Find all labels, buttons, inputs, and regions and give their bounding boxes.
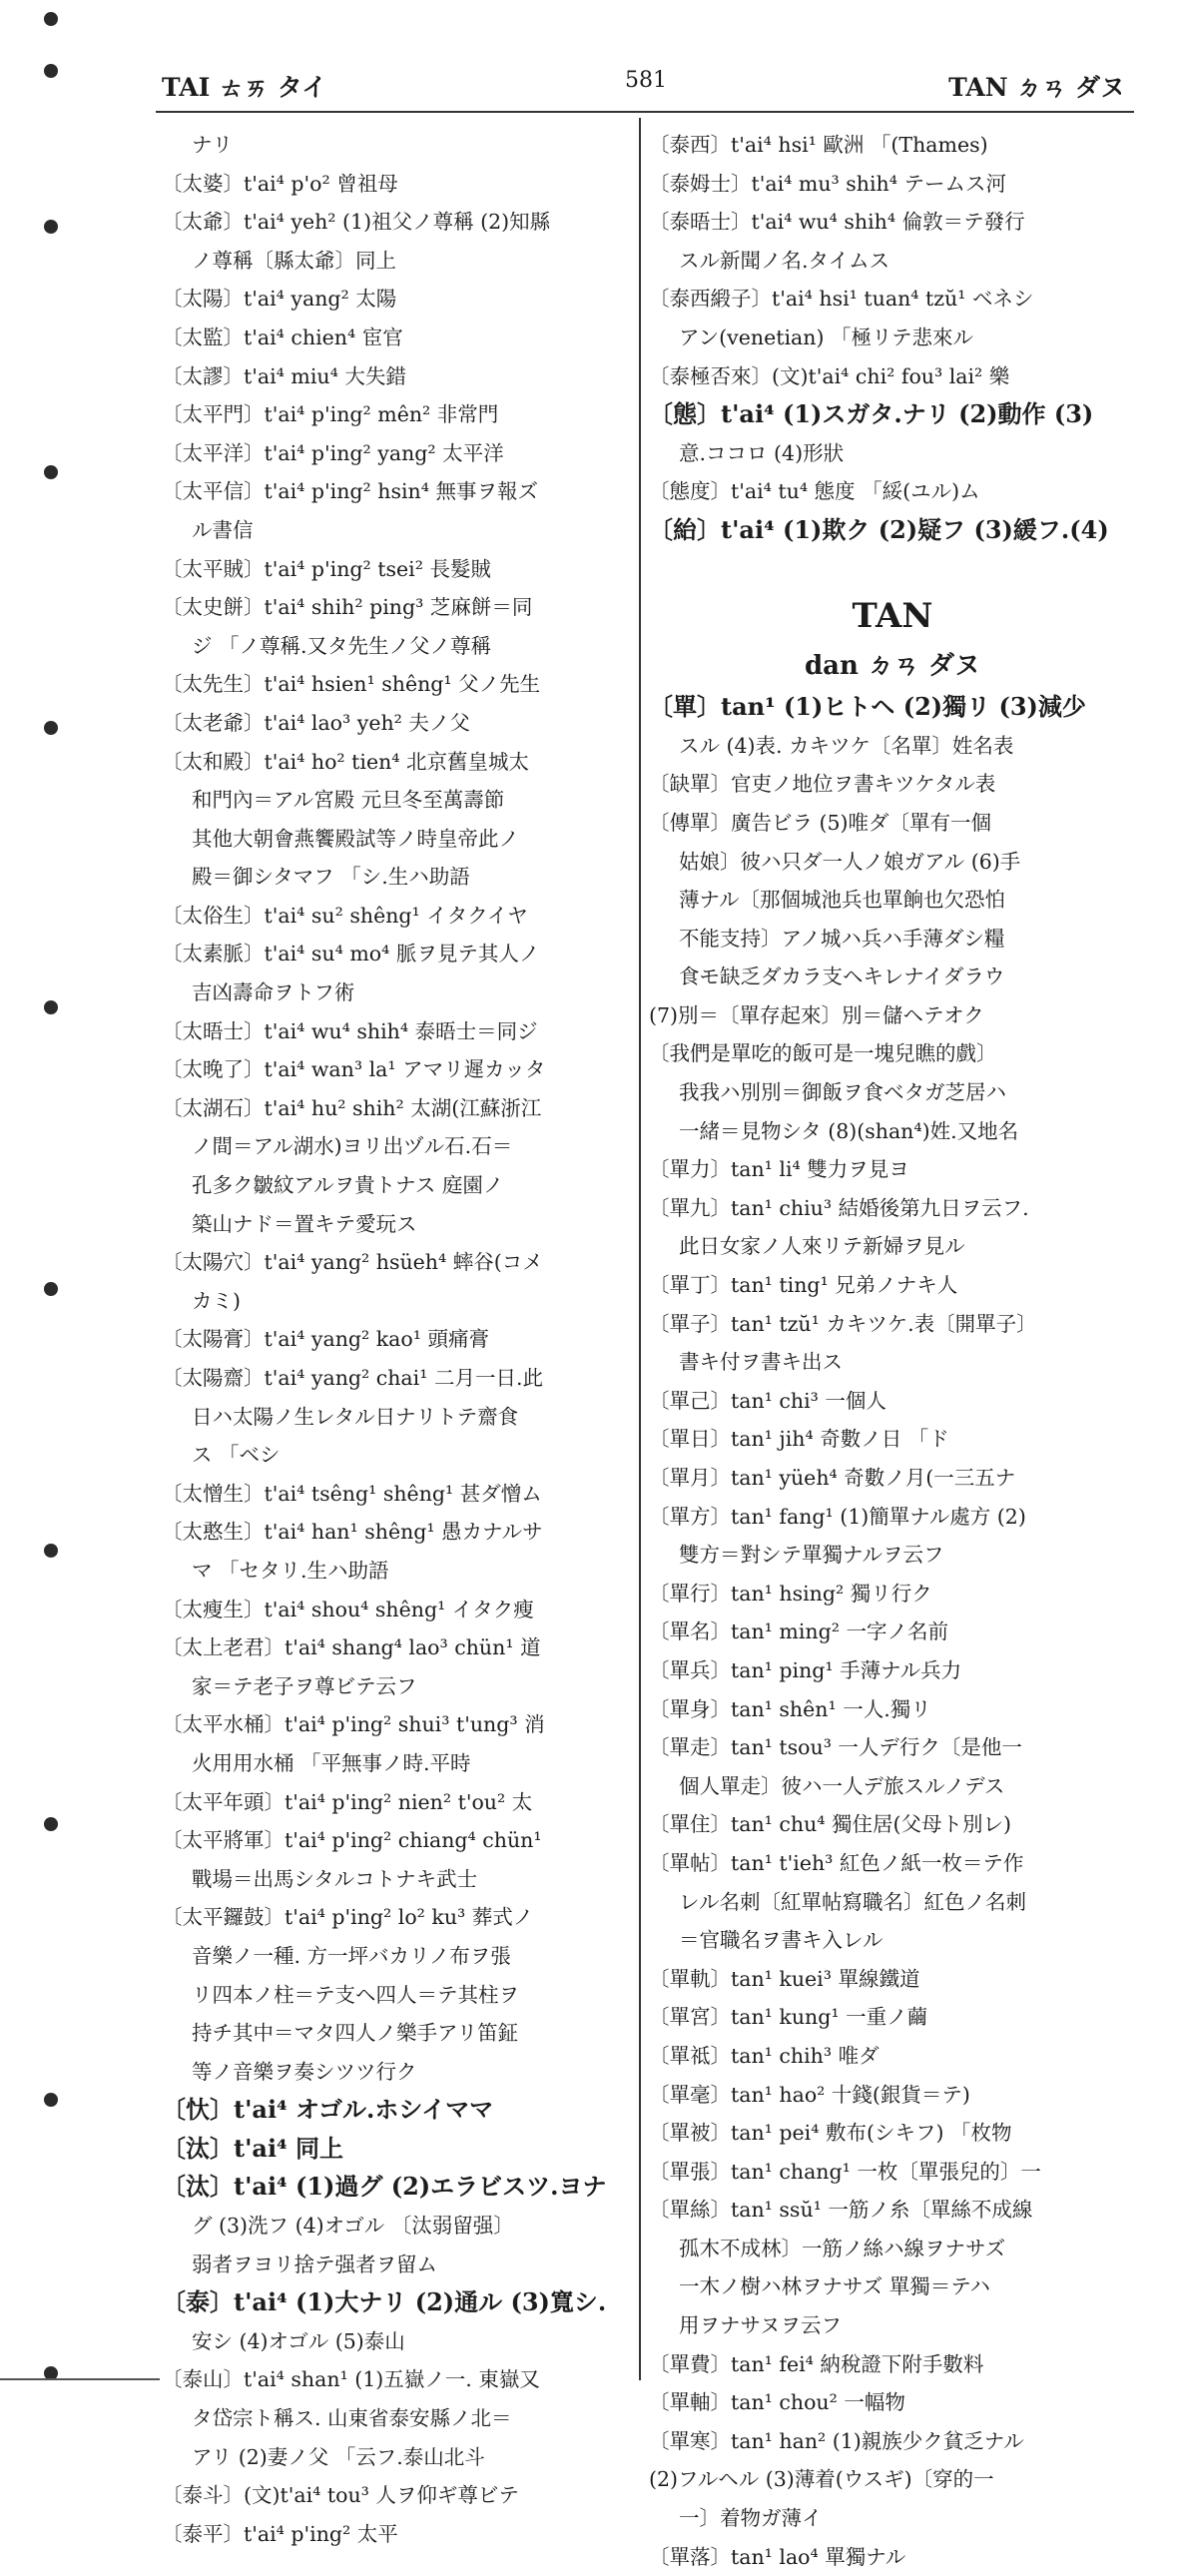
binding-hole-dot: [44, 465, 58, 479]
entry-line: 〔太先生〕t'ai⁴ hsien¹ shêng¹ 父ノ先生: [162, 672, 541, 697]
entry-line: 〔泰〕t'ai⁴ (1)大ナリ (2)通ル (3)寬シ.: [162, 2287, 607, 2317]
entry-line: 〔單毫〕tan¹ hao² 十錢(銀貨＝テ): [649, 2082, 970, 2107]
entry-line: 〔忕〕t'ai⁴ オゴル.ホシイママ: [162, 2095, 494, 2125]
entry-line: 〔單絲〕tan¹ ssŭ¹ 一筋ノ糸〔單絲不成線: [649, 2198, 1033, 2223]
entry-line: 火用用水桶 「平無事ノ時.平時: [192, 1750, 471, 1775]
entry-line: 〔單力〕tan¹ li⁴ 雙力ヲ見ヨ: [649, 1157, 909, 1182]
entry-line: dan ㄉㄢ ダヌ: [804, 651, 981, 682]
entry-line: 〔太史餅〕t'ai⁴ shih² ping³ 芝麻餅＝同: [162, 595, 533, 620]
entry-line: アン(venetian) 「極リテ悲來ル: [679, 324, 974, 349]
entry-line: (2)フルヘル (3)薄着(ウスギ)〔穿的一: [649, 2467, 994, 2492]
binding-hole-dot: [44, 721, 58, 735]
entry-line: スル新聞ノ名.タイムス: [679, 248, 890, 273]
entry-line: 〔單〕tan¹ (1)ヒトヘ (2)獨リ (3)減少: [649, 692, 1086, 722]
entry-line: 〔態度〕t'ai⁴ tu⁴ 態度 「綏(ユル)ム: [649, 479, 980, 504]
entry-line: 等ノ音樂ヲ奏シツツ行ク: [192, 2059, 417, 2084]
entry-line: 〔太晚了〕t'ai⁴ wan³ la¹ アマリ遲カッタ: [162, 1057, 546, 1082]
entry-line: マ 「セタリ.生ハ助語: [192, 1558, 389, 1583]
entry-line: (7)別＝〔單存起來〕別＝儲ヘテオク: [649, 1002, 984, 1027]
entry-line: 〔單子〕tan¹ tzŭ¹ カキツケ.表〔開單子〕: [649, 1311, 1037, 1336]
entry-line: 〔太陽齋〕t'ai⁴ yang² chai¹ 二月一日.此: [162, 1366, 543, 1390]
entry-line: 〔太陽穴〕t'ai⁴ yang² hsüeh⁴ 蟀谷(コメ: [162, 1250, 543, 1275]
entry-line: 吉凶壽命ヲトフ術: [192, 980, 355, 1005]
entry-line: 〔單宮〕tan¹ kung¹ 一重ノ繭: [649, 2005, 928, 2030]
entry-line: 〔單走〕tan¹ tsou³ 一人デ行ク〔是他一: [649, 1735, 1022, 1760]
entry-line: 一緒＝見物シタ (8)(shan⁴)姓.又地名: [679, 1118, 1019, 1143]
entry-line: 家＝テ老子ヲ尊ビテ云フ: [192, 1673, 417, 1698]
entry-line: 個人單走〕彼ハ一人デ旅スルノデス: [679, 1773, 1005, 1798]
entry-line: 〔太晤士〕t'ai⁴ wu⁴ shih⁴ 泰晤士＝同ジ: [162, 1018, 538, 1043]
entry-line: 〔太爺〕t'ai⁴ yeh² (1)祖父ノ尊稱 (2)知縣: [162, 210, 551, 235]
entry-line: 〔缺單〕官吏ノ地位ヲ書キツケタル表: [649, 772, 996, 797]
entry-line: 〔單九〕tan¹ chiu³ 結婚後第九日ヲ云フ.: [649, 1195, 1029, 1220]
entry-line: 姑娘〕彼ハ只ダ一人ノ娘ガアル (6)手: [679, 849, 1021, 874]
page-number: 581: [625, 68, 667, 93]
entry-line: 〔單寒〕tan¹ han² (1)親族少ク貧乏ナル: [649, 2428, 1024, 2453]
entry-line: 〔太素脈〕t'ai⁴ su⁴ mo⁴ 脈ヲ見テ其人ノ: [162, 942, 540, 966]
entry-line: 〔單己〕tan¹ chi³ 一個人: [649, 1388, 886, 1413]
entry-line: 和門內＝アル宮殿 元旦冬至萬壽節: [192, 788, 505, 813]
entry-line: ナリ: [192, 133, 233, 157]
entry-line: 〔太憨生〕t'ai⁴ han¹ shêng¹ 愚カナルサ: [162, 1520, 543, 1545]
entry-line: 〔泰晤士〕t'ai⁴ wu⁴ shih⁴ 倫敦＝テ發行: [649, 210, 1025, 235]
entry-line: 〔單祗〕tan¹ chih³ 唯ダ: [649, 2043, 880, 2068]
binding-hole-dot: [44, 1000, 58, 1014]
entry-line: ル書信: [192, 517, 254, 542]
binding-hole-dot: [44, 1282, 58, 1296]
binding-hole-dot: [44, 2093, 58, 2107]
entry-line: ＝官職名ヲ書キ入レル: [679, 1928, 884, 1953]
entry-line: 薄ナル〔那個城池兵也單餉也欠恐怕: [679, 888, 1005, 913]
entry-line: 〔泰姆士〕t'ai⁴ mu³ shih⁴ テームス河: [649, 171, 1006, 196]
entry-line: 日ハ太陽ノ生レタル日ナリトテ齋食: [192, 1404, 519, 1429]
entry-line: 〔單軸〕tan¹ chou² 一幅物: [649, 2390, 905, 2415]
entry-line: 一木ノ樹ハ林ヲナサズ 單獨＝テハ: [679, 2274, 990, 2299]
bottom-edge-mark: [0, 2378, 160, 2380]
entry-line: 〔汰〕t'ai⁴ (1)過グ (2)エラビスツ.ヨナ: [162, 2172, 607, 2202]
entry-line: 〔泰西緞子〕t'ai⁴ hsi¹ tuan⁴ tzŭ¹ ベネシ: [649, 287, 1034, 312]
entry-line: 〔紿〕t'ai⁴ (1)欺ク (2)疑フ (3)緩フ.(4): [649, 514, 1109, 544]
entry-line: 用ヲナサヌヲ云フ: [679, 2313, 842, 2338]
entry-line: 〔單名〕tan¹ ming² 一字ノ名前: [649, 1619, 948, 1644]
running-header-left: TAI ㄊㄞ タイ: [162, 73, 327, 102]
column-divider: [639, 118, 641, 2380]
entry-line: 〔單張〕tan¹ chang¹ 一枚〔單張兒的〕一: [649, 2159, 1041, 2184]
binding-hole-dot: [44, 12, 58, 26]
entry-line: 〔太憎生〕t'ai⁴ tsêng¹ shêng¹ 甚ダ憎ム: [162, 1481, 542, 1506]
entry-line: 〔太平將軍〕t'ai⁴ p'ing² chiang⁴ chün¹: [162, 1828, 542, 1853]
entry-line: 〔單帖〕tan¹ t'ieh³ 紅色ノ紙一枚＝テ作: [649, 1850, 1024, 1875]
entry-line: 〔單被〕tan¹ pei⁴ 敷布(シキフ) 「枚物: [649, 2121, 1012, 2146]
entry-line: TAN: [852, 596, 933, 637]
entry-line: ノ尊稱〔縣太爺〕同上: [192, 248, 396, 273]
entry-line: 書キ付ヲ書キ出ス: [679, 1350, 843, 1375]
entry-line: 一〕着物ガ薄イ: [679, 2506, 823, 2531]
entry-line: ス 「ベシ: [192, 1443, 281, 1468]
entry-line: 〔單日〕tan¹ jih⁴ 奇數ノ日 「ド: [649, 1427, 949, 1452]
entry-line: 〔單落〕tan¹ lao⁴ 單獨ナル: [649, 2544, 906, 2569]
entry-line: 〔泰平〕t'ai⁴ p'ing² 太平: [162, 2521, 398, 2546]
binding-hole-dot: [44, 1817, 58, 1831]
entry-line: 〔泰斗〕(文)t'ai⁴ tou³ 人ヲ仰ギ尊ビテ: [162, 2483, 519, 2508]
entry-line: 戰場＝出馬シタルコトナキ武士: [192, 1866, 478, 1891]
entry-line: 〔泰極否來〕(文)t'ai⁴ chi² fou³ lai² 樂: [649, 363, 1010, 388]
entry-line: 〔態〕t'ai⁴ (1)スガタ.ナリ (2)動作 (3): [649, 399, 1094, 429]
entry-line: 其他大朝會燕饗殿試等ノ時皇帝此ノ: [192, 826, 519, 851]
binding-hole-dot: [44, 64, 58, 78]
right-column: [649, 126, 1136, 2576]
running-header-right: TAN ㄉㄢ ダヌ: [948, 73, 1125, 102]
entry-line: 我我ハ別別＝御飯ヲ食ベタガ芝居ハ: [679, 1080, 1006, 1105]
entry-line: 〔單身〕tan¹ shên¹ 一人.獨リ: [649, 1696, 931, 1721]
entry-line: 不能支持〕アノ城ハ兵ハ手薄ダシ糧: [679, 926, 1005, 951]
entry-line: 此日女家ノ人來リテ新婦ヲ見ル: [679, 1234, 965, 1259]
entry-line: ジ 「ノ尊稱.又タ先生ノ父ノ尊稱: [192, 633, 492, 658]
entry-line: アリ (2)妻ノ父 「云フ.泰山北斗: [192, 2444, 485, 2469]
entry-line: 〔太陽〕t'ai⁴ yang² 太陽: [162, 287, 397, 312]
entry-line: 〔汰〕t'ai⁴ 同上: [162, 2133, 343, 2163]
entry-line: 〔太婆〕t'ai⁴ p'o² 曾祖母: [162, 171, 398, 196]
entry-line: 〔太謬〕t'ai⁴ miu⁴ 大失錯: [162, 363, 406, 388]
entry-line: 雙方＝對シテ單獨ナルヲ云フ: [679, 1543, 944, 1568]
entry-line: 〔太平年頭〕t'ai⁴ p'ing² nien² t'ou² 太: [162, 1789, 533, 1814]
entry-line: 安シ (4)オゴル (5)泰山: [192, 2328, 405, 2353]
entry-line: カミ): [192, 1288, 241, 1313]
entry-line: 〔太平鑼鼓〕t'ai⁴ p'ing² lo² ku³ 葬式ノ: [162, 1905, 534, 1930]
entry-line: 〔單月〕tan¹ yüeh⁴ 奇數ノ月(一三五ナ: [649, 1466, 1016, 1490]
entry-line: 〔太平信〕t'ai⁴ p'ing² hsin⁴ 無事ヲ報ズ: [162, 479, 538, 504]
entry-line: ノ間＝アル湖水)ヨリ出ヅル石.石＝: [192, 1134, 513, 1159]
entry-line: グ (3)洗フ (4)オゴル 〔汰弱留强〕: [192, 2214, 514, 2239]
entry-line: 〔泰西〕t'ai⁴ hsi¹ 歐洲 「(Thames): [649, 133, 988, 157]
entry-line: 〔太平洋〕t'ai⁴ p'ing² yang² 太平洋: [162, 440, 504, 465]
entry-line: 〔太平賊〕t'ai⁴ p'ing² tsei² 長髮賊: [162, 556, 491, 581]
left-column: [162, 126, 631, 2553]
binding-hole-dot: [44, 220, 58, 234]
entry-line: 〔泰山〕t'ai⁴ shan¹ (1)五嶽ノ一. 東嶽又: [162, 2367, 540, 2392]
entry-line: 〔太陽膏〕t'ai⁴ yang² kao¹ 頭痛膏: [162, 1327, 489, 1352]
binding-hole-dot: [44, 1544, 58, 1558]
entry-line: 〔太監〕t'ai⁴ chien⁴ 宦官: [162, 324, 403, 349]
entry-line: 音樂ノ一種. 方一坪バカリノ布ヲ張: [192, 1943, 511, 1968]
entry-line: 意.ココロ (4)形狀: [679, 440, 845, 465]
entry-line: 〔單費〕tan¹ fei⁴ 納稅證下附手數料: [649, 2351, 984, 2376]
entry-line: 食モ缺乏ダカラ支ヘキレナイダラウ: [679, 965, 1005, 989]
entry-line: 〔太湖石〕t'ai⁴ hu² shih² 太湖(江蘇浙江: [162, 1095, 542, 1120]
entry-line: レル名刺〔紅單帖寫職名〕紅色ノ名刺: [679, 1889, 1026, 1914]
entry-line: リ四本ノ柱＝テ支ヘ四人＝テ其柱ヲ: [192, 1982, 519, 2007]
entry-line: 〔單住〕tan¹ chu⁴ 獨住居(父母ト別レ): [649, 1812, 1012, 1837]
entry-line: 〔單方〕tan¹ fang¹ (1)簡單ナル處方 (2): [649, 1504, 1026, 1529]
entry-line: 〔太俗生〕t'ai⁴ su² shêng¹ イタクイヤ: [162, 903, 528, 928]
entry-line: 〔傳單〕廣告ビラ (5)唯ダ〔單有一個: [649, 810, 992, 835]
entry-line: 持チ其中＝マタ四人ノ樂手アリ笛鉦: [192, 2021, 519, 2046]
entry-line: 〔太老爺〕t'ai⁴ lao³ yeh² 夫ノ父: [162, 710, 470, 735]
entry-line: 孔多ク皺紋アルヲ貴トナス 庭園ノ: [192, 1173, 504, 1198]
entry-line: 〔單軌〕tan¹ kuei³ 單線鐵道: [649, 1966, 920, 1991]
entry-line: スル (4)表. カキツケ〔名單〕姓名表: [679, 733, 1014, 758]
entry-line: 弱者ヲヨリ捨テ强者ヲ留ム: [192, 2252, 437, 2276]
entry-line: 〔太上老君〕t'ai⁴ shang⁴ lao³ chün¹ 道: [162, 1635, 541, 1660]
entry-line: 〔單丁〕tan¹ ting¹ 兄弟ノナキ人: [649, 1273, 958, 1298]
entry-line: 〔單兵〕tan¹ ping¹ 手薄ナル兵力: [649, 1657, 962, 1682]
entry-line: 〔太瘦生〕t'ai⁴ shou⁴ shêng¹ イタク瘦: [162, 1597, 534, 1621]
entry-line: 〔單行〕tan¹ hsing² 獨リ行ク: [649, 1581, 932, 1606]
entry-line: 孤木不成林〕一筋ノ絲ハ線ヲナサズ: [679, 2236, 1006, 2260]
entry-line: 築山ナド＝置キテ愛玩ス: [192, 1211, 417, 1236]
entry-line: [649, 550, 1136, 589]
entry-line: 〔我們是單吃的飯可是一塊兒瞧的戲〕: [649, 1041, 997, 1066]
header-rule: [156, 111, 1134, 113]
entry-line: 殿＝御シタマフ 「シ.生ハ助語: [192, 865, 470, 890]
entry-line: 〔太平門〕t'ai⁴ p'ing² mên² 非常門: [162, 402, 499, 427]
entry-line: 〔太平水桶〕t'ai⁴ p'ing² shui³ t'ung³ 消: [162, 1712, 545, 1737]
entry-line: 〔太和殿〕t'ai⁴ ho² tien⁴ 北京舊皇城太: [162, 749, 530, 774]
entry-line: タ岱宗ト稱ス. 山東省泰安縣ノ北＝: [192, 2406, 512, 2431]
